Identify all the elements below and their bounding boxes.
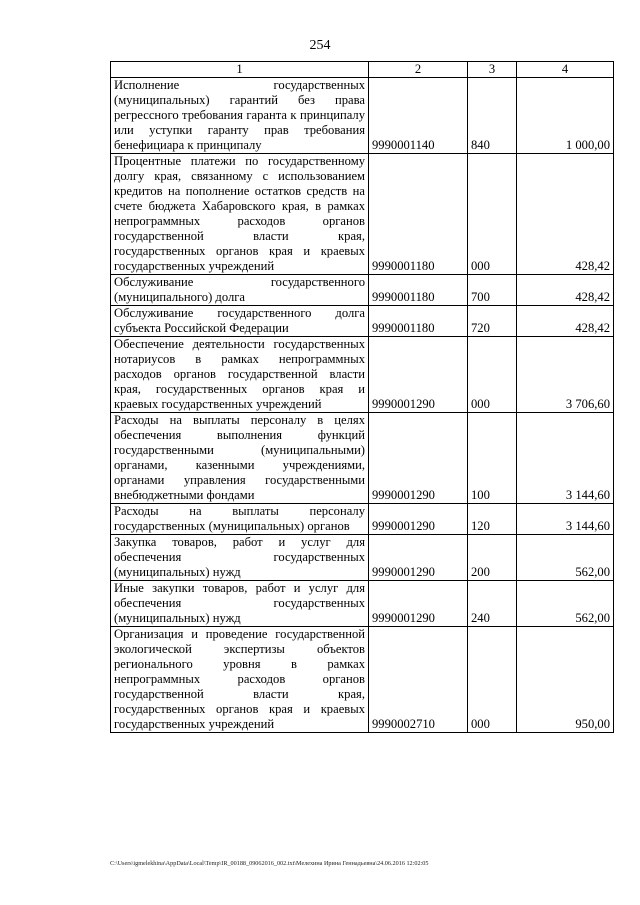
table-header-row xyxy=(111,62,614,78)
row-expense-type: 840 xyxy=(468,78,517,154)
row-description: Расходы на выплаты персоналу в целях обеспечения выполнения функций государственными (муниципальными) органами, казенными учреждениями, органами управления государственными внебюджетными фондами xyxy=(111,413,369,504)
row-description: Иные закупки товаров, работ и услуг для обеспечения государственных (муниципальных) нужд xyxy=(111,581,369,627)
table-row xyxy=(111,581,614,627)
row-amount: 3 144,60 xyxy=(517,413,614,504)
row-expense-type: 240 xyxy=(468,581,517,627)
header-col-1: 1 xyxy=(111,62,369,78)
row-amount: 950,00 xyxy=(517,627,614,733)
row-description: Организация и проведение государственной экологической экспертизы объектов регионального уровня в рамках непрограммных расходов органов государственной власти края, государственных органов края и краевых государственных учреждений xyxy=(111,627,369,733)
row-description: Обслуживание государственного долга субъекта Российской Федерации xyxy=(111,306,369,337)
page-number: 254 xyxy=(309,38,331,53)
row-description: Обеспечение деятельности государственных нотариусов в рамках непрограммных расходов органов государственной власти края, государственных органов края и краевых государственных учреждений xyxy=(111,337,369,413)
row-description: Исполнение государственных (муниципальных) гарантий без права регрессного требования гаранта к принципалу или уступки гаранту прав требования бенефициара к принципалу xyxy=(111,78,369,154)
row-description: Процентные платежи по государственному долгу края, связанному с использованием кредитов на пополнение остатков средств на счете бюджета Хабаровского края, в рамках непрограммных расходов органов государственной власти края, государственных органов края и краевых государственных учреждений xyxy=(111,154,369,275)
row-target-code: 9990001290 xyxy=(369,581,468,627)
table-row xyxy=(111,306,614,337)
row-amount: 428,42 xyxy=(517,275,614,306)
row-amount: 3 706,60 xyxy=(517,337,614,413)
row-expense-type: 720 xyxy=(468,306,517,337)
row-target-code: 9990001290 xyxy=(369,337,468,413)
table-row xyxy=(111,275,614,306)
row-expense-type: 000 xyxy=(468,154,517,275)
table-row xyxy=(111,154,614,275)
row-expense-type: 120 xyxy=(468,504,517,535)
header-col-2: 2 xyxy=(369,62,468,78)
row-expense-type: 000 xyxy=(468,627,517,733)
row-description: Обслуживание государственного (муниципального) долга xyxy=(111,275,369,306)
row-amount: 562,00 xyxy=(517,581,614,627)
row-target-code: 9990001290 xyxy=(369,535,468,581)
table-row xyxy=(111,627,614,733)
file-path-footer: C:\Users\igmelekhina\AppData\Local\Temp\IR_00188_09062016_002.txt\Мелехина Ирина Геннадьевна\24.06.2016 12:02:05 xyxy=(110,860,429,867)
row-amount: 428,42 xyxy=(517,306,614,337)
row-expense-type: 200 xyxy=(468,535,517,581)
row-target-code: 9990001290 xyxy=(369,504,468,535)
row-amount: 3 144,60 xyxy=(517,504,614,535)
row-target-code: 9990002710 xyxy=(369,627,468,733)
row-target-code: 9990001290 xyxy=(369,413,468,504)
table-row xyxy=(111,413,614,504)
table-row xyxy=(111,504,614,535)
row-expense-type: 000 xyxy=(468,337,517,413)
row-amount: 428,42 xyxy=(517,154,614,275)
budget-table xyxy=(110,61,614,733)
row-amount: 562,00 xyxy=(517,535,614,581)
row-expense-type: 100 xyxy=(468,413,517,504)
row-expense-type: 700 xyxy=(468,275,517,306)
row-description: Закупка товаров, работ и услуг для обеспечения государственных (муниципальных) нужд xyxy=(111,535,369,581)
header-col-3: 3 xyxy=(468,62,517,78)
row-target-code: 9990001180 xyxy=(369,275,468,306)
table-row xyxy=(111,535,614,581)
header-col-4: 4 xyxy=(517,62,614,78)
row-amount: 1 000,00 xyxy=(517,78,614,154)
row-target-code: 9990001140 xyxy=(369,78,468,154)
table-row xyxy=(111,78,614,154)
row-target-code: 9990001180 xyxy=(369,154,468,275)
row-description: Расходы на выплаты персоналу государственных (муниципальных) органов xyxy=(111,504,369,535)
table-row xyxy=(111,337,614,413)
row-target-code: 9990001180 xyxy=(369,306,468,337)
